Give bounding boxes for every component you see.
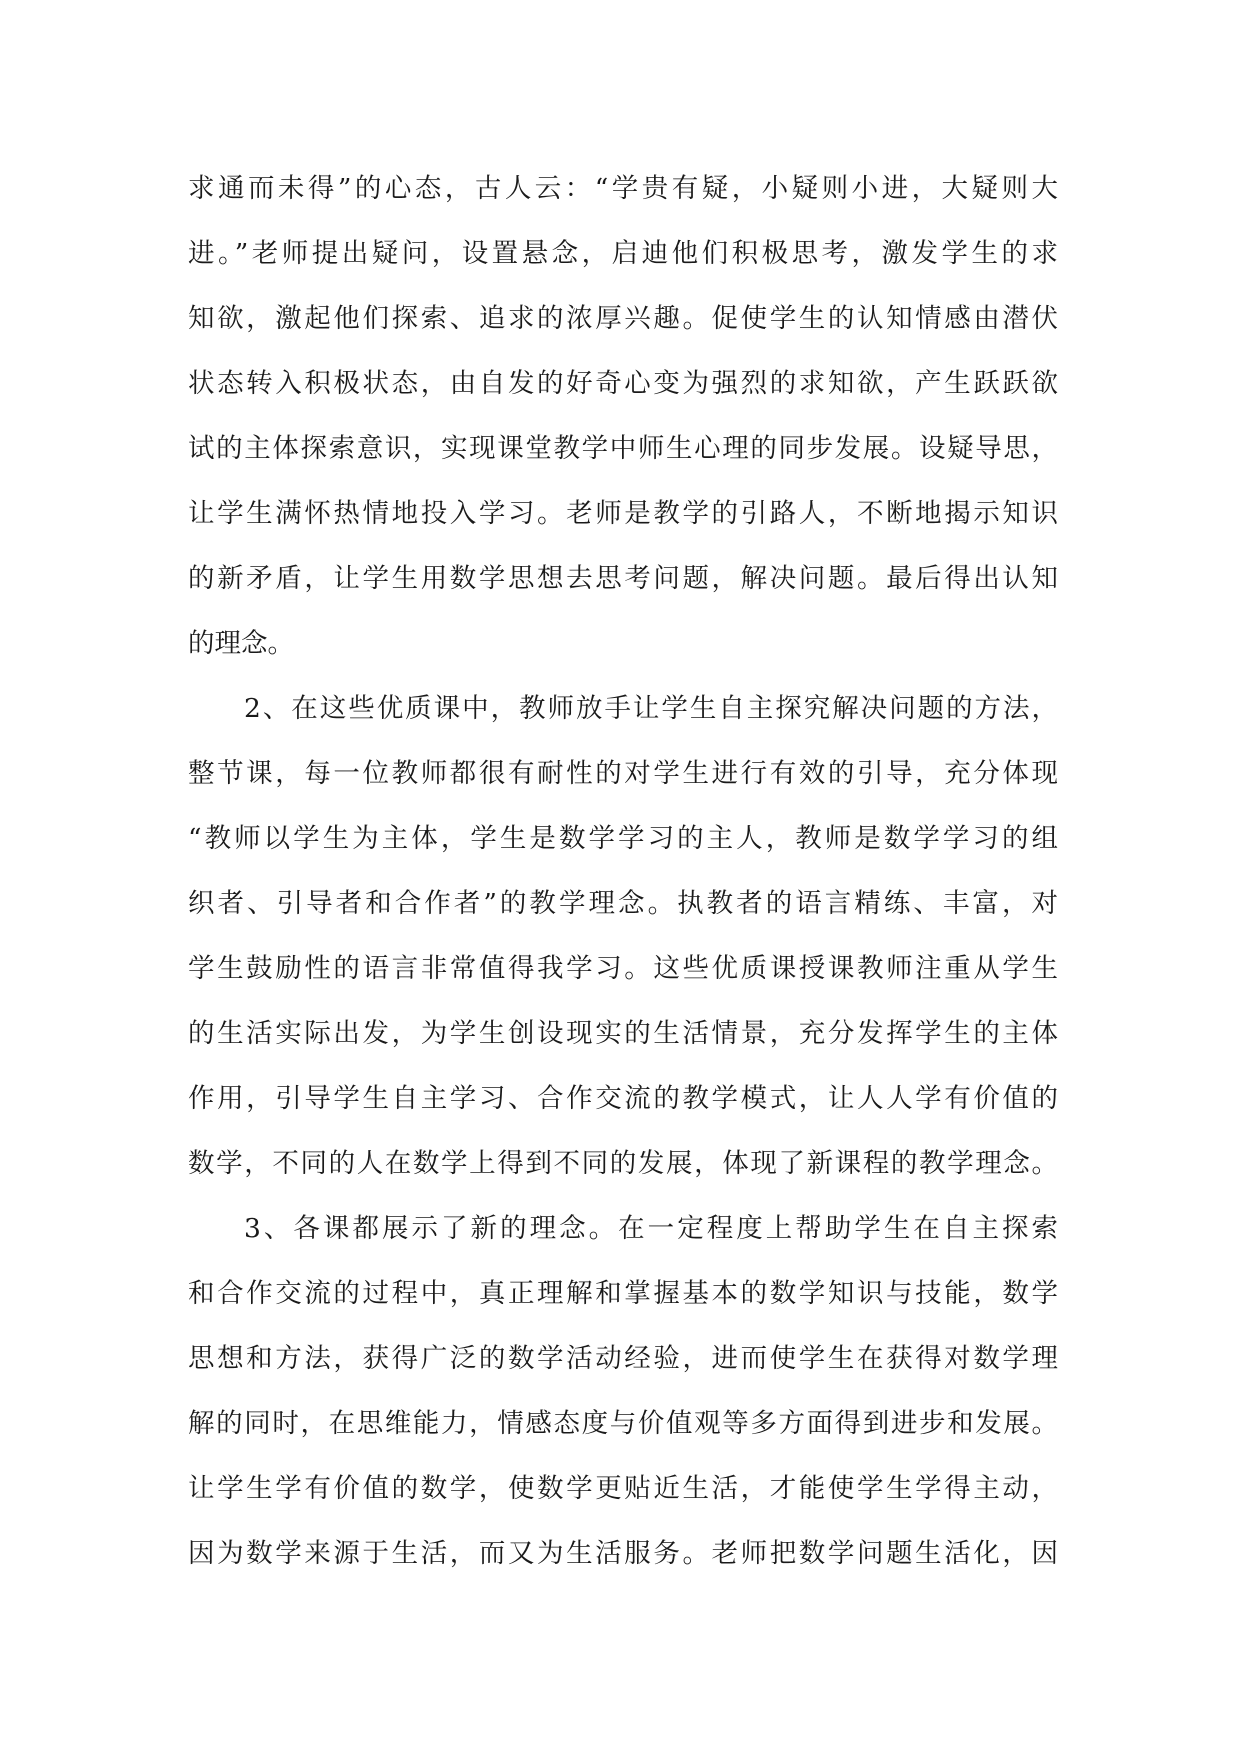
- text-line: 作用，引导学生自主学习、合作交流的教学模式，让人人学有价值的: [188, 1083, 1058, 1114]
- text-line: 3、各课都展示了新的理念。在一定程度上帮助学生在自主探索: [244, 1213, 1058, 1244]
- text-line: 数学，不同的人在数学上得到不同的发展，体现了新课程的教学理念。: [188, 1148, 1058, 1179]
- text-line: 因为数学来源于生活，而又为生活服务。老师把数学问题生活化，因: [188, 1538, 1058, 1569]
- text-line: 织者、引导者和合作者”的教学理念。执教者的语言精练、丰富，对: [188, 888, 1058, 919]
- text-line: 的理念。: [188, 628, 294, 659]
- body-text: [188, 156, 1058, 1586]
- text-line: 的新矛盾，让学生用数学思想去思考问题，解决问题。最后得出认知: [188, 563, 1058, 594]
- text-line: 的生活实际出发，为学生创设现实的生活情景，充分发挥学生的主体: [188, 1018, 1058, 1049]
- text-line: 状态转入积极状态，由自发的好奇心变为强烈的求知欲，产生跃跃欲: [188, 368, 1058, 399]
- text-line: 和合作交流的过程中，真正理解和掌握基本的数学知识与技能，数学: [188, 1278, 1058, 1309]
- text-line: 2、在这些优质课中，教师放手让学生自主探究解决问题的方法，: [244, 693, 1058, 724]
- text-line: 整节课，每一位教师都很有耐性的对学生进行有效的引导，充分体现: [188, 758, 1058, 789]
- text-line: 知欲，激起他们探索、追求的浓厚兴趣。促使学生的认知情感由潜伏: [188, 303, 1058, 334]
- text-line: 让学生学有价值的数学，使数学更贴近生活，才能使学生学得主动，: [188, 1473, 1058, 1504]
- text-line: 进。”老师提出疑问，设置悬念，启迪他们积极思考，激发学生的求: [188, 238, 1058, 269]
- text-line: 求通而未得”的心态，古人云：“学贵有疑，小疑则小进，大疑则大: [188, 173, 1058, 204]
- text-line: 让学生满怀热情地投入学习。老师是教学的引路人，不断地揭示知识: [188, 498, 1058, 529]
- text-line: 学生鼓励性的语言非常值得我学习。这些优质课授课教师注重从学生: [188, 953, 1058, 984]
- text-line: 解的同时，在思维能力，情感态度与价值观等多方面得到进步和发展。: [188, 1408, 1058, 1439]
- text-line: 思想和方法，获得广泛的数学活动经验，进而使学生在获得对数学理: [188, 1343, 1058, 1374]
- text-line: “教师以学生为主体，学生是数学学习的主人，教师是数学学习的组: [188, 823, 1058, 854]
- text-line: 试的主体探索意识，实现课堂教学中师生心理的同步发展。设疑导思，: [188, 433, 1058, 464]
